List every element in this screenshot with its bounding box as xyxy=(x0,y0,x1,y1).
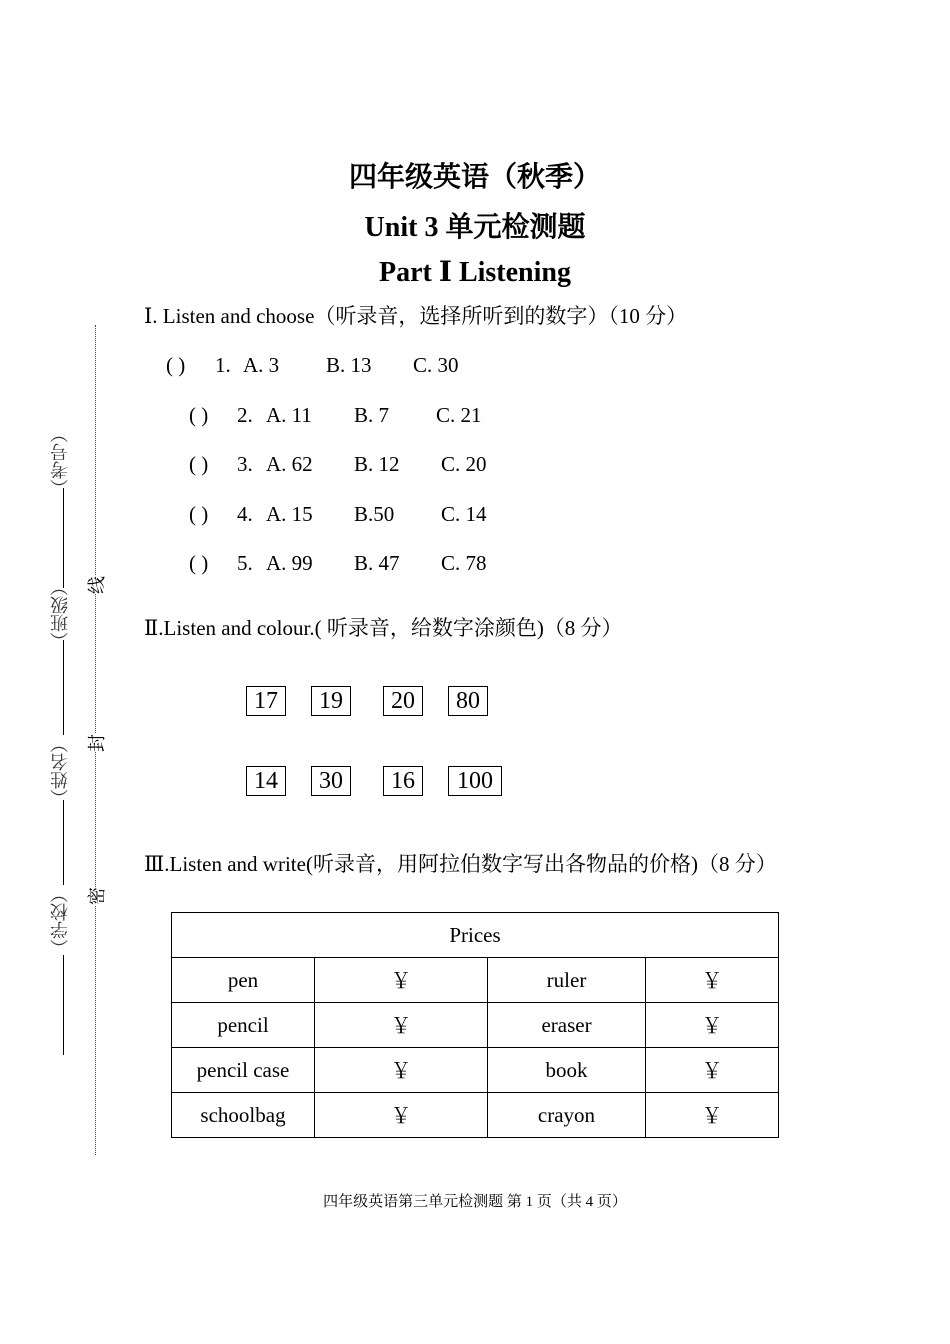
item-name: schoolbag xyxy=(172,1093,315,1138)
margin-class-label: （班级） xyxy=(50,578,71,650)
option-b: B. 13 xyxy=(326,353,372,377)
seal-char-line: 线 xyxy=(83,576,109,594)
number-box[interactable]: 100 xyxy=(448,766,502,796)
item-name: pencil xyxy=(172,1003,315,1048)
question-number: 3. xyxy=(237,452,253,476)
option-a: A. 62 xyxy=(266,452,313,476)
table-row xyxy=(172,958,779,1003)
question-row xyxy=(189,403,509,429)
section1-heading: Ⅰ. Listen and choose（听录音，选择所听到的数字）（10 分） xyxy=(144,304,688,328)
option-b: B. 7 xyxy=(354,403,390,427)
unit-subtitle: Unit 3 单元检测题 xyxy=(364,212,586,243)
answer-blank[interactable]: ( ) xyxy=(189,403,209,427)
number-box[interactable]: 19 xyxy=(311,686,351,716)
price-cell[interactable]: ￥ xyxy=(315,1093,488,1138)
question-row xyxy=(189,502,509,528)
answer-blank[interactable]: ( ) xyxy=(166,353,186,377)
number-box[interactable]: 20 xyxy=(383,686,423,716)
answer-blank[interactable]: ( ) xyxy=(189,502,209,526)
item-name: book xyxy=(488,1048,646,1093)
margin-name-label: （姓名） xyxy=(50,735,71,807)
margin-school-label: （学校） xyxy=(50,885,71,957)
option-a: A. 15 xyxy=(266,502,313,526)
option-c: C. 21 xyxy=(436,403,482,427)
item-name: ruler xyxy=(488,958,646,1003)
option-b: B.50 xyxy=(354,502,395,526)
page-footer: 四年级英语第三单元检测题 第 1 页（共 4 页） xyxy=(323,1194,627,1210)
option-c: C. 78 xyxy=(441,551,487,575)
answer-blank[interactable]: ( ) xyxy=(189,551,209,575)
question-number: 5. xyxy=(237,551,253,575)
option-c: C. 14 xyxy=(441,502,487,526)
price-cell[interactable]: ￥ xyxy=(646,1003,779,1048)
margin-line xyxy=(63,488,64,588)
price-cell[interactable]: ￥ xyxy=(315,958,488,1003)
answer-blank[interactable]: ( ) xyxy=(189,452,209,476)
table-row xyxy=(172,1048,779,1093)
option-c: C. 20 xyxy=(441,452,487,476)
table-row xyxy=(172,1093,779,1138)
seal-char-seal: 封 xyxy=(83,734,109,752)
margin-line xyxy=(63,800,64,885)
question-row xyxy=(189,452,509,478)
number-box[interactable]: 30 xyxy=(311,766,351,796)
margin-line xyxy=(63,955,64,1055)
price-cell[interactable]: ￥ xyxy=(315,1003,488,1048)
section2-heading: Ⅱ.Listen and colour.( 听录音，给数字涂颜色)（8 分） xyxy=(144,616,623,640)
prices-table xyxy=(171,912,779,1138)
option-c: C. 30 xyxy=(413,353,459,377)
question-number: 2. xyxy=(237,403,253,427)
margin-line xyxy=(63,640,64,735)
item-name: pen xyxy=(172,958,315,1003)
option-a: A. 3 xyxy=(243,353,280,377)
section3-heading: Ⅲ.Listen and write(听录音，用阿拉伯数字写出各物品的价格)（8 分） xyxy=(144,852,777,876)
question-number: 1. xyxy=(215,353,231,377)
number-box[interactable]: 16 xyxy=(383,766,423,796)
price-cell[interactable]: ￥ xyxy=(646,1093,779,1138)
page-title: 四年级英语（秋季） xyxy=(348,160,601,193)
option-b: B. 47 xyxy=(354,551,400,575)
question-row xyxy=(189,551,509,577)
option-a: A. 99 xyxy=(266,551,313,575)
table-title: Prices xyxy=(172,913,779,958)
item-name: crayon xyxy=(488,1093,646,1138)
number-box[interactable]: 17 xyxy=(246,686,286,716)
option-b: B. 12 xyxy=(354,452,400,476)
question-number: 4. xyxy=(237,502,253,526)
item-name: eraser xyxy=(488,1003,646,1048)
option-a: A. 11 xyxy=(266,403,312,427)
number-box[interactable]: 14 xyxy=(246,766,286,796)
item-name: pencil case xyxy=(172,1048,315,1093)
table-row xyxy=(172,1003,779,1048)
part-heading: Part Ⅰ Listening xyxy=(379,257,571,288)
price-cell[interactable]: ￥ xyxy=(315,1048,488,1093)
question-row xyxy=(166,353,486,379)
price-cell[interactable]: ￥ xyxy=(646,958,779,1003)
seal-char-secret: 密 xyxy=(83,887,109,905)
margin-exam-no-label: （考号） xyxy=(50,425,71,497)
price-cell[interactable]: ￥ xyxy=(646,1048,779,1093)
number-box[interactable]: 80 xyxy=(448,686,488,716)
